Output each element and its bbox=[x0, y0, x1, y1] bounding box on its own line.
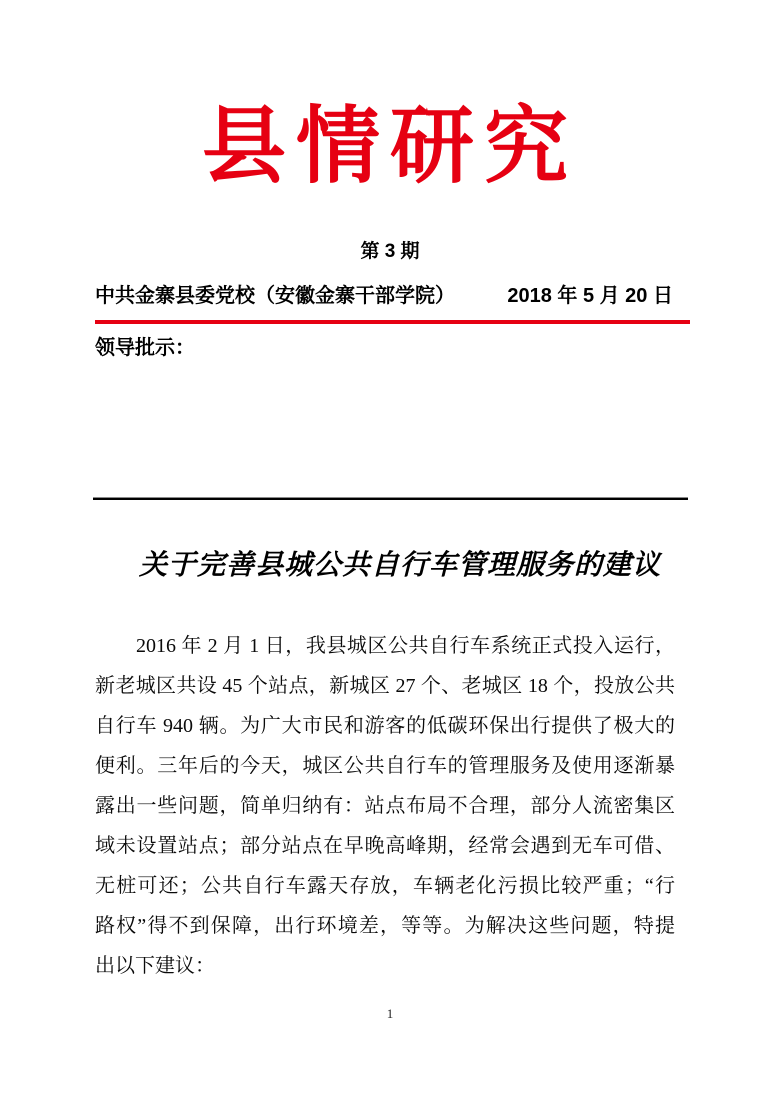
leader-remarks-label: 领导批示： bbox=[95, 337, 195, 359]
body-text-line: 自行车 940 辆。为广大市民和游客的低碳环保出行提供了极大的 bbox=[95, 715, 675, 737]
publication-date: 2018 年 5 月 20 日 bbox=[507, 285, 673, 307]
organization-name: 中共金寨县委党校（安徽金寨干部学院） bbox=[95, 285, 455, 307]
issue-number: 第 3 期 bbox=[360, 241, 420, 262]
article-body bbox=[95, 626, 675, 986]
masthead-title: 县情研究 bbox=[201, 96, 578, 195]
red-divider-line bbox=[95, 320, 690, 324]
body-text-line: 便利。三年后的今天，城区公共自行车的管理服务及使用逐渐暴 bbox=[95, 755, 675, 777]
body-text-line: 2016 年 2 月 1 日，我县城区公共自行车系统正式投入运行， bbox=[136, 635, 675, 657]
black-divider-line bbox=[93, 497, 688, 500]
body-text-line: 新老城区共设 45 个站点，新城区 27 个、老城区 18 个，投放公共 bbox=[95, 675, 675, 697]
body-text-line: 出以下建议： bbox=[95, 955, 215, 977]
page-number: 1 bbox=[386, 1006, 394, 1021]
article-title: 关于完善县城公共自行车管理服务的建议 bbox=[138, 548, 661, 581]
body-text-line: 露出一些问题，简单归纳有：站点布局不合理，部分人流密集区 bbox=[95, 795, 675, 817]
body-text-line: 路权”得不到保障，出行环境差，等等。为解决这些问题，特提 bbox=[95, 915, 675, 937]
body-text-line: 无桩可还；公共自行车露天存放，车辆老化污损比较严重；“行 bbox=[95, 875, 675, 897]
body-text-line: 域未设置站点；部分站点在早晚高峰期，经常会遇到无车可借、 bbox=[95, 835, 675, 857]
header-row bbox=[95, 279, 673, 308]
